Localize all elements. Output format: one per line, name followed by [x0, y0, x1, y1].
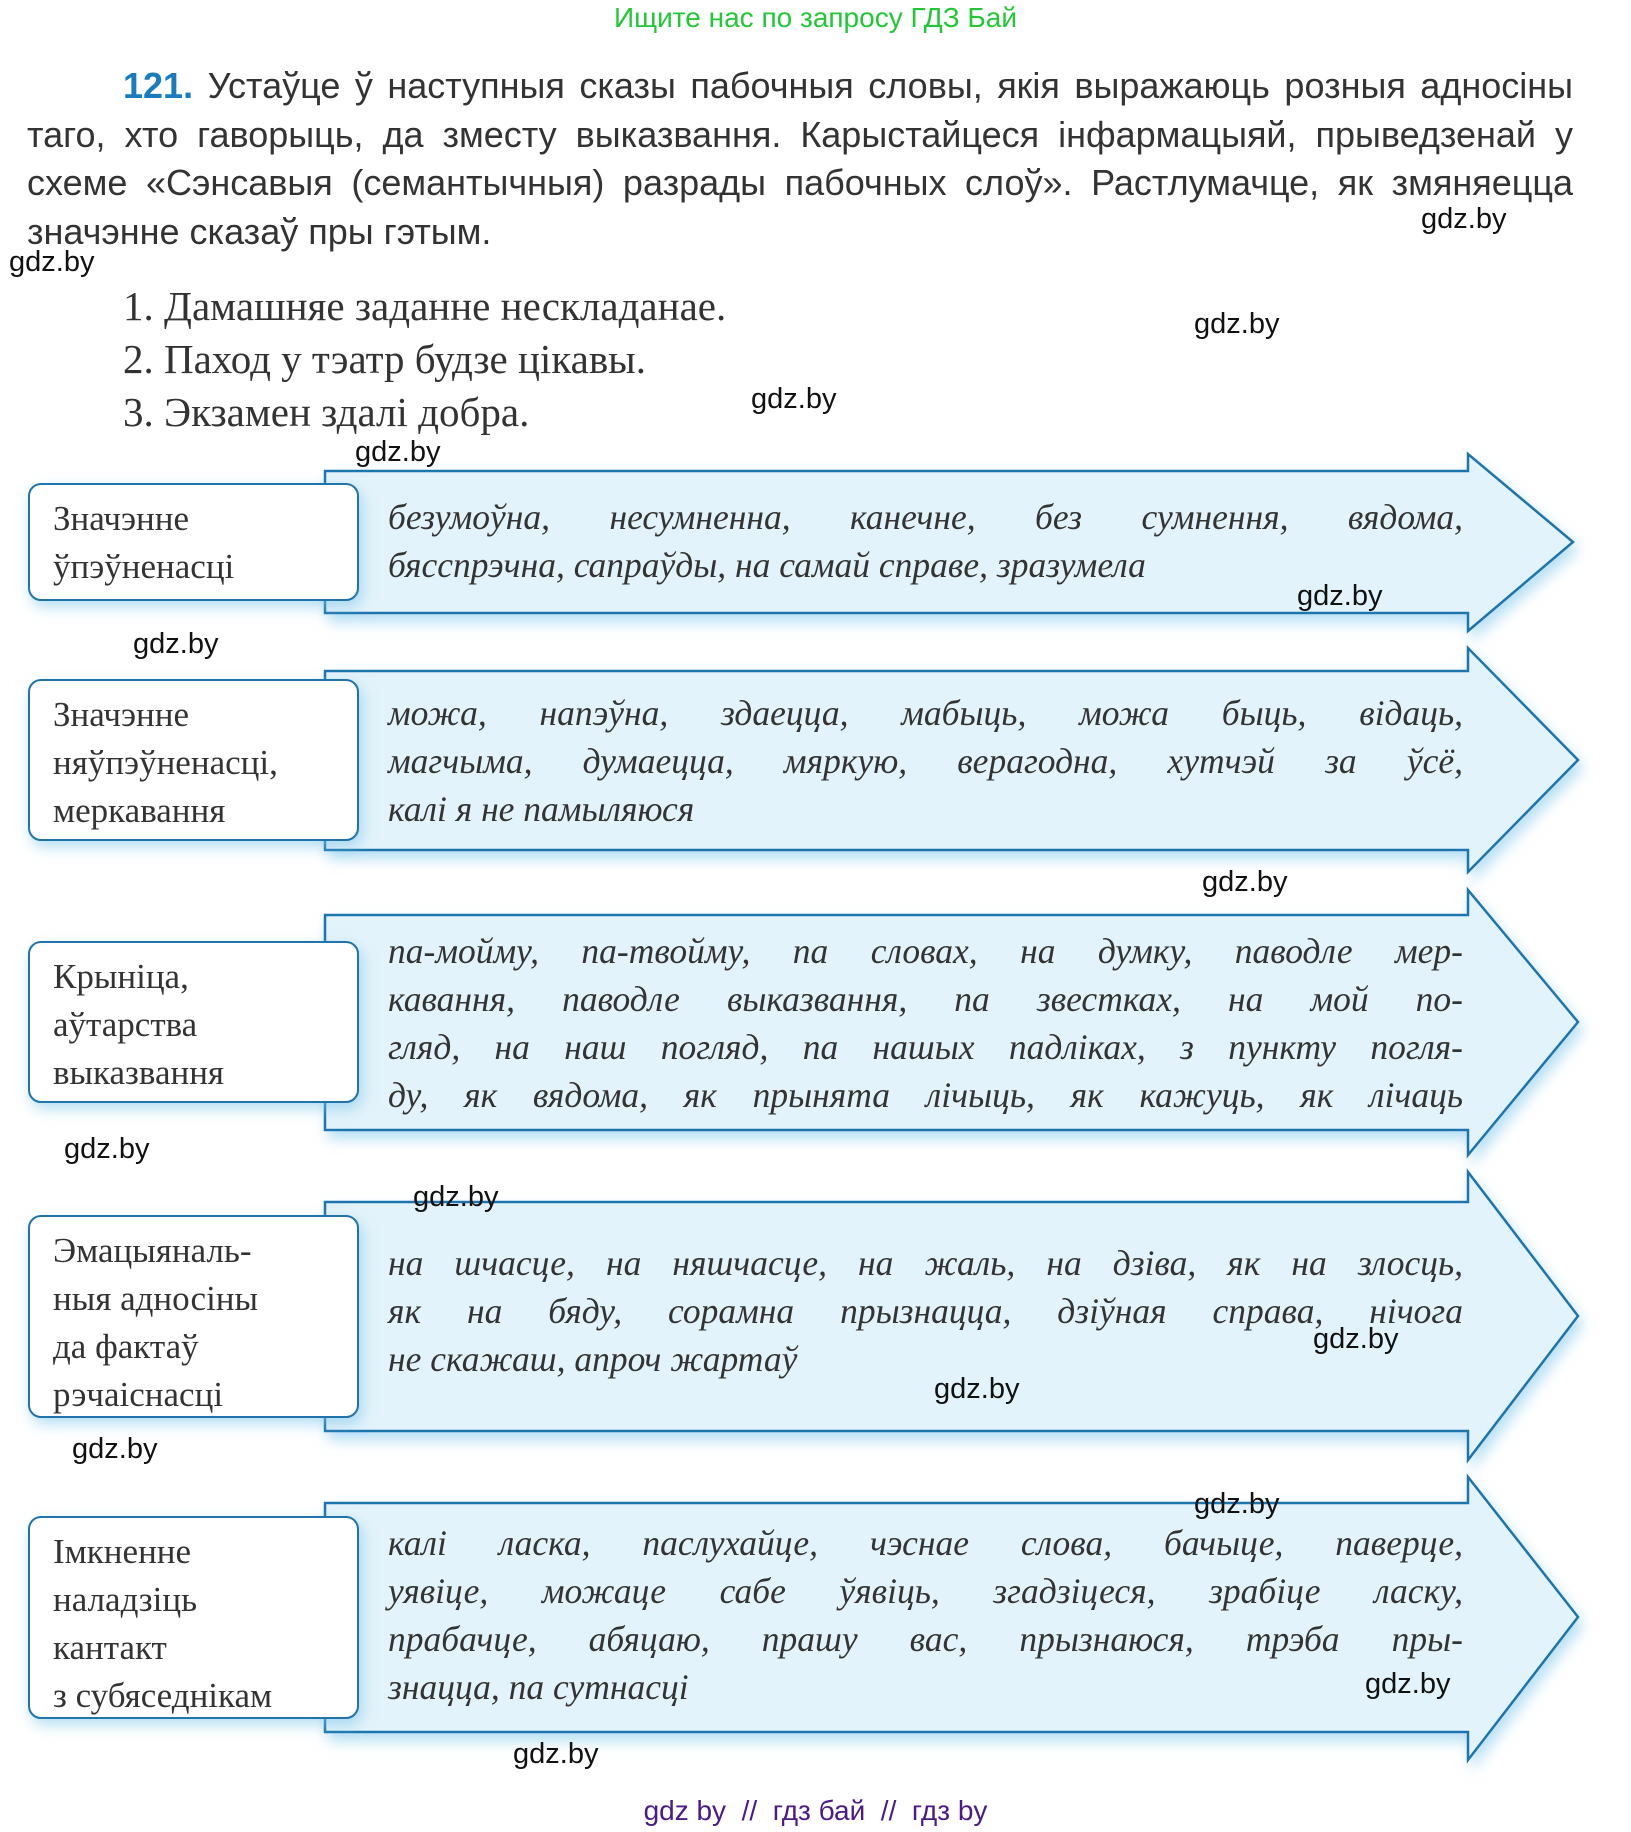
label-line: Значэнне [53, 695, 190, 734]
words-contact [388, 1519, 1463, 1711]
task-text: Устаўце ў наступныя сказы пабочныя словы, якія выражаюць розныя адносіны таго, хто гаворыць, да зместу выказвання. Карыстайцеся інфармацыяй, прыведзенай у схеме «Сэнсавыя (семантычныя) разрады пабочных слоў». Растлумачце, як змяняецца значэнне сказаў пры гэтым. [27, 65, 1573, 252]
watermark-text: gdz.by [1313, 1323, 1399, 1355]
words-line: бясспрэчна, сапраўды, на самай справе, зразумела [388, 545, 1146, 585]
words-line: калі я не памыляюся [388, 789, 695, 829]
category-label-certainty [28, 483, 359, 601]
words-line: па-мойму, па-твойму, па словах, на думку, паводле мер- [388, 931, 1463, 971]
watermark-text: gdz.by [1194, 308, 1280, 340]
words-line: калі ласка, паслухайце, чэснае слова, бачыце, паверце, [388, 1523, 1463, 1563]
sentence-1: 1. Дамашняе заданне нескладанае. [123, 283, 727, 329]
watermark-text: gdz.by [1365, 1668, 1451, 1700]
label-line: ныя адносіны [53, 1279, 259, 1318]
label-line: да фактаў [53, 1327, 199, 1366]
label-line: з субяседнікам [53, 1676, 273, 1715]
watermark-text: gdz.by [513, 1738, 599, 1770]
label-line: рэчаіснасці [53, 1375, 224, 1414]
category-label-uncertainty [28, 679, 359, 841]
words-line: ду, як вядома, як прынята лічыць, як кажуць, як лічаць [388, 1075, 1463, 1115]
label-line: Імкненне [53, 1532, 192, 1571]
watermark-text: gdz.by [1297, 580, 1383, 612]
words-certainty [388, 493, 1463, 589]
words-line: не скажаш, апроч жартаў [388, 1339, 798, 1379]
label-line: выказвання [53, 1053, 225, 1092]
watermark-text: gdz.by [133, 628, 219, 660]
words-line: безумоўна, несумненна, канечне, без сумнення, вядома, [388, 497, 1463, 537]
task-number: 121. [123, 65, 194, 106]
footer-links: gdz by // гдз бай // гдз by [643, 1795, 988, 1826]
watermark-text: gdz.by [9, 246, 95, 278]
label-line: Эмацыяналь- [53, 1231, 252, 1270]
words-line: уявіце, можаце сабе ўявіць, згадзіцеся, зрабіце ласку, [388, 1571, 1463, 1611]
category-label-source [28, 941, 359, 1103]
watermark-text: gdz.by [934, 1373, 1020, 1405]
words-emotional [388, 1239, 1463, 1383]
words-line: гляд, на наш погляд, па нашых падліках, з пункту погля- [388, 1027, 1463, 1067]
words-uncertainty [388, 689, 1463, 833]
watermark-text: gdz.by [1421, 203, 1507, 235]
words-line: прабачце, абяцаю, прашу вас, прызнаюся, трэба пры- [388, 1619, 1463, 1659]
watermark-text: gdz.by [1202, 866, 1288, 898]
words-line: як на бяду, сорамна прызнацца, дзіўная справа, нічога [388, 1291, 1463, 1331]
watermark-text: gdz.by [1194, 1488, 1280, 1520]
label-line: Значэнне [53, 499, 190, 538]
words-line: можа, напэўна, здаецца, мабыць, можа быць, відаць, [388, 693, 1463, 733]
watermark-text: gdz.by [413, 1181, 499, 1213]
label-line: наладзіць [53, 1580, 198, 1619]
words-line: знацца, па сутнасці [388, 1667, 689, 1707]
label-line: кантакт [53, 1628, 167, 1667]
label-line: ўпэўненасці [53, 547, 235, 586]
words-line: кавання, паводле выказвання, па звестках, на мой по- [388, 979, 1463, 1019]
search-banner: Ищите нас по запросу ГДЗ Бай [613, 2, 1018, 33]
category-label-emotional [28, 1215, 359, 1418]
label-line: Крыніца, [53, 957, 189, 996]
label-line: аўтарства [53, 1005, 198, 1044]
words-line: на шчасце, на няшчасце, на жаль, на дзіва, як на злосць, [388, 1243, 1463, 1283]
label-line: няўпэўненасці, [53, 743, 278, 782]
watermark-text: gdz.by [355, 436, 441, 468]
words-line: магчыма, думаецца, мяркую, верагодна, хутчэй за ўсё, [388, 741, 1463, 781]
watermark-text: gdz.by [72, 1433, 158, 1465]
category-label-contact [28, 1516, 359, 1719]
watermark-text: gdz.by [751, 383, 837, 415]
label-line: меркавання [53, 791, 226, 830]
words-source [388, 927, 1463, 1119]
sentence-2: 2. Паход у тэатр будзе цікавы. [123, 336, 646, 382]
sentence-3: 3. Экзамен здалі добра. [123, 389, 530, 435]
watermark-text: gdz.by [64, 1133, 150, 1165]
